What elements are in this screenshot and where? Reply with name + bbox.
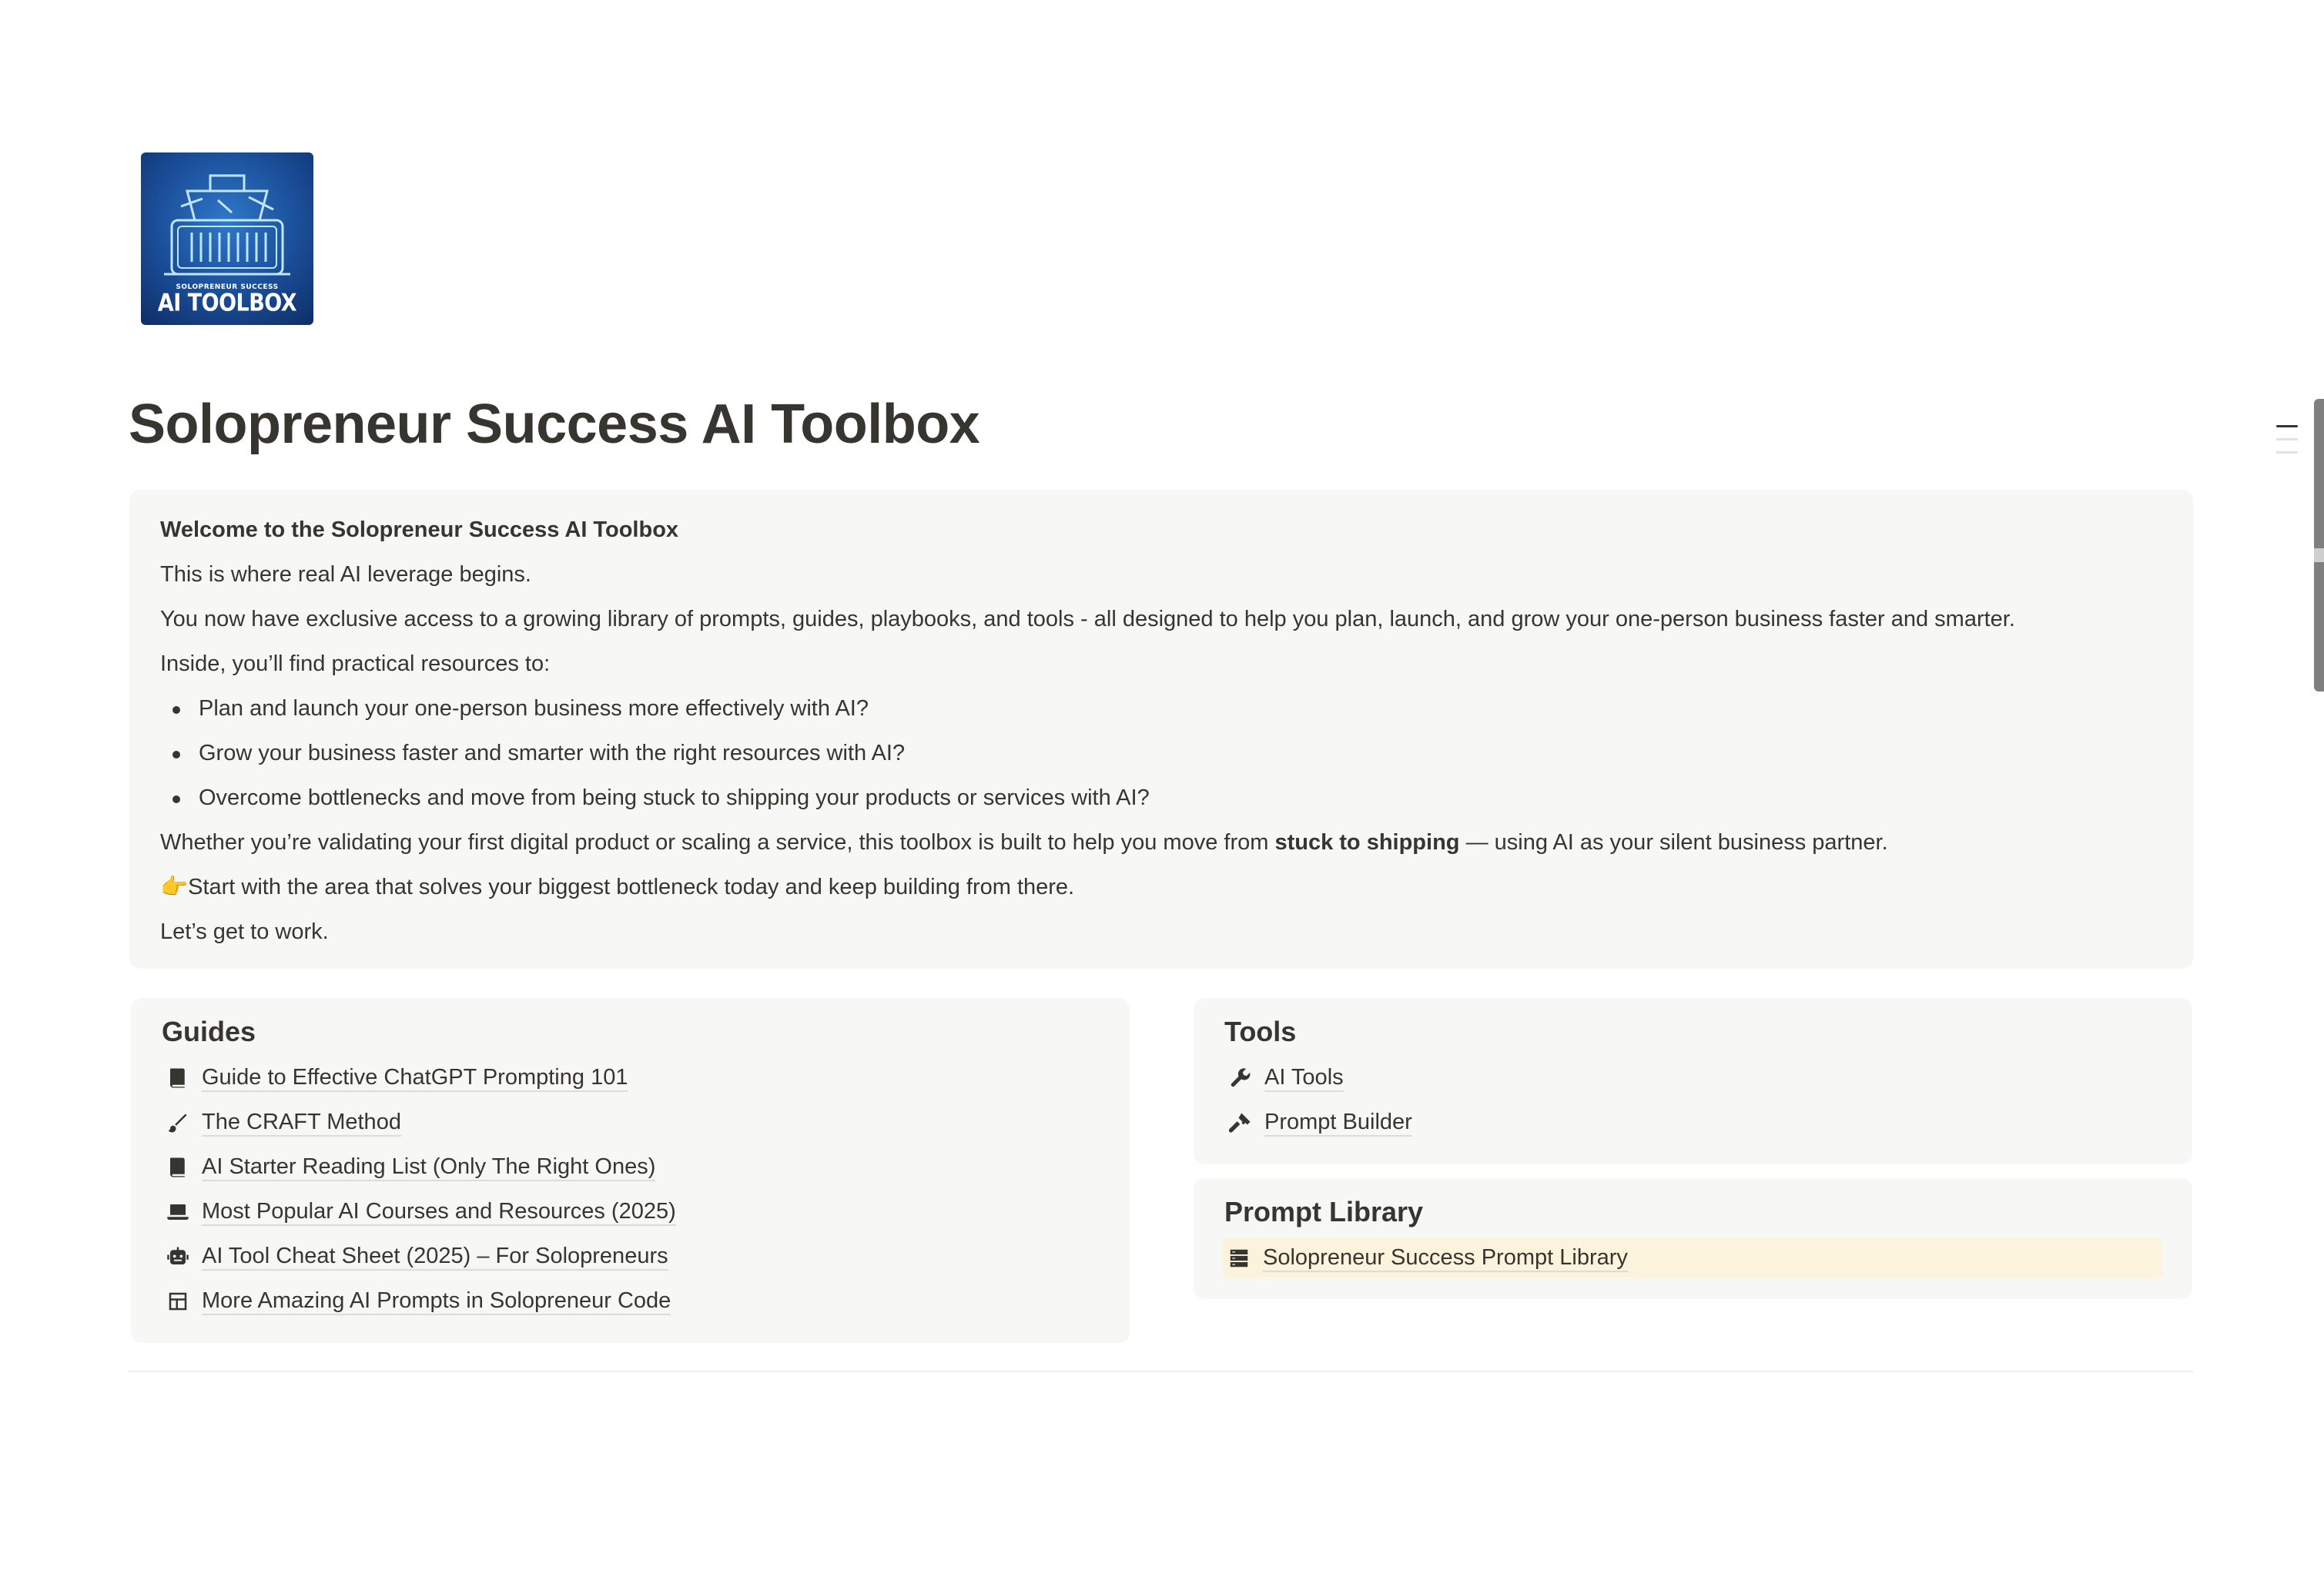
bullet-item: Grow your business faster and smarter with the right resources with AI? (160, 741, 2162, 766)
callout-text: Start with the area that solves your biggest bottleneck today and keep building from there. (188, 875, 1075, 899)
tools-card (1194, 998, 2192, 1164)
database-icon (1226, 1245, 1252, 1271)
callout-line: You now have exclusive access to a growing library of prompts, guides, playbooks, and tools - all designed to help you plan, launch, and grow your one-person business faster and smarter. (160, 607, 2015, 631)
tool-link[interactable] (1224, 1058, 2162, 1097)
callout-text: — using AI as your silent business partner. (1459, 830, 1888, 855)
page-outline[interactable] (2276, 425, 2298, 464)
guides-card (131, 998, 1130, 1343)
guide-link[interactable] (162, 1237, 1099, 1276)
guide-link[interactable] (162, 1147, 1099, 1187)
brush-icon (165, 1110, 191, 1136)
callout-line (160, 875, 2162, 900)
prompt-library-link-label[interactable]: Solopreneur Success Prompt Library (1263, 1244, 1628, 1272)
page-icon-logo[interactable] (141, 152, 313, 325)
guide-link-label[interactable]: More Amazing AI Prompts in Solopreneur Code (202, 1288, 671, 1315)
window-icon (165, 1288, 191, 1314)
guide-link-label[interactable]: The CRAFT Method (202, 1109, 401, 1137)
callout-line: This is where real AI leverage begins. (160, 562, 531, 587)
callout-line: Inside, you’ll find practical resources to: (160, 651, 551, 676)
prompt-library-card (1194, 1178, 2192, 1299)
logo-small-text: SOLOPRENEUR SUCCESS (176, 283, 279, 291)
stuck-to-shipping-bold: stuck to shipping (1274, 830, 1460, 855)
outline-marker[interactable] (2276, 451, 2298, 454)
guide-link[interactable] (162, 1103, 1099, 1142)
guide-link[interactable] (162, 1192, 1099, 1231)
guide-link[interactable] (162, 1058, 1099, 1097)
prompt-library-heading: Prompt Library (1224, 1196, 1424, 1227)
outline-marker[interactable] (2276, 438, 2298, 440)
scrollbar-segment (2314, 548, 2324, 562)
guide-link-label[interactable]: AI Starter Reading List (Only The Right Ones) (202, 1154, 655, 1181)
wrench-icon (1227, 1065, 1254, 1091)
prompt-library-link[interactable] (1223, 1238, 2162, 1278)
guide-link-label[interactable]: Most Popular AI Courses and Resources (2025) (202, 1198, 676, 1226)
page-title: Solopreneur Success AI Toolbox (129, 394, 980, 455)
tool-link-label[interactable]: Prompt Builder (1264, 1109, 1412, 1137)
guides-heading: Guides (162, 1016, 256, 1047)
callout-text: Whether you’re validating your first digital product or scaling a service, this toolbox is built to help you move from (160, 830, 1275, 855)
scrollbar[interactable] (2314, 399, 2324, 692)
book-icon (165, 1154, 191, 1180)
tool-link[interactable] (1224, 1103, 2162, 1142)
welcome-heading: Welcome to the Solopreneur Success AI Toolbox (160, 517, 679, 542)
resource-bullet-list (160, 696, 2162, 811)
book-icon (165, 1065, 191, 1091)
tool-link-label[interactable]: AI Tools (1264, 1064, 1344, 1092)
bullet-item: Plan and launch your one-person business more effectively with AI? (160, 696, 2162, 722)
callout-line: Let’s get to work. (160, 919, 329, 944)
callout-line (160, 830, 2162, 856)
tools-heading: Tools (1224, 1016, 1297, 1047)
outline-marker-active[interactable] (2276, 425, 2298, 427)
divider (128, 1371, 2193, 1372)
guide-link[interactable] (162, 1281, 1099, 1321)
guide-link-label[interactable]: AI Tool Cheat Sheet (2025) – For Solopreneurs (202, 1243, 668, 1271)
hammer-icon (1227, 1110, 1254, 1136)
robot-icon (165, 1244, 191, 1270)
logo-big-text: AI TOOLBOX (157, 289, 297, 317)
laptop-icon (165, 1199, 191, 1225)
guide-link-label[interactable]: Guide to Effective ChatGPT Prompting 101 (202, 1064, 628, 1092)
welcome-callout (129, 490, 2193, 969)
pointing-hand-icon: 👉 (160, 875, 189, 899)
bullet-item: Overcome bottlenecks and move from being stuck to shipping your products or services with AI? (160, 785, 2162, 811)
